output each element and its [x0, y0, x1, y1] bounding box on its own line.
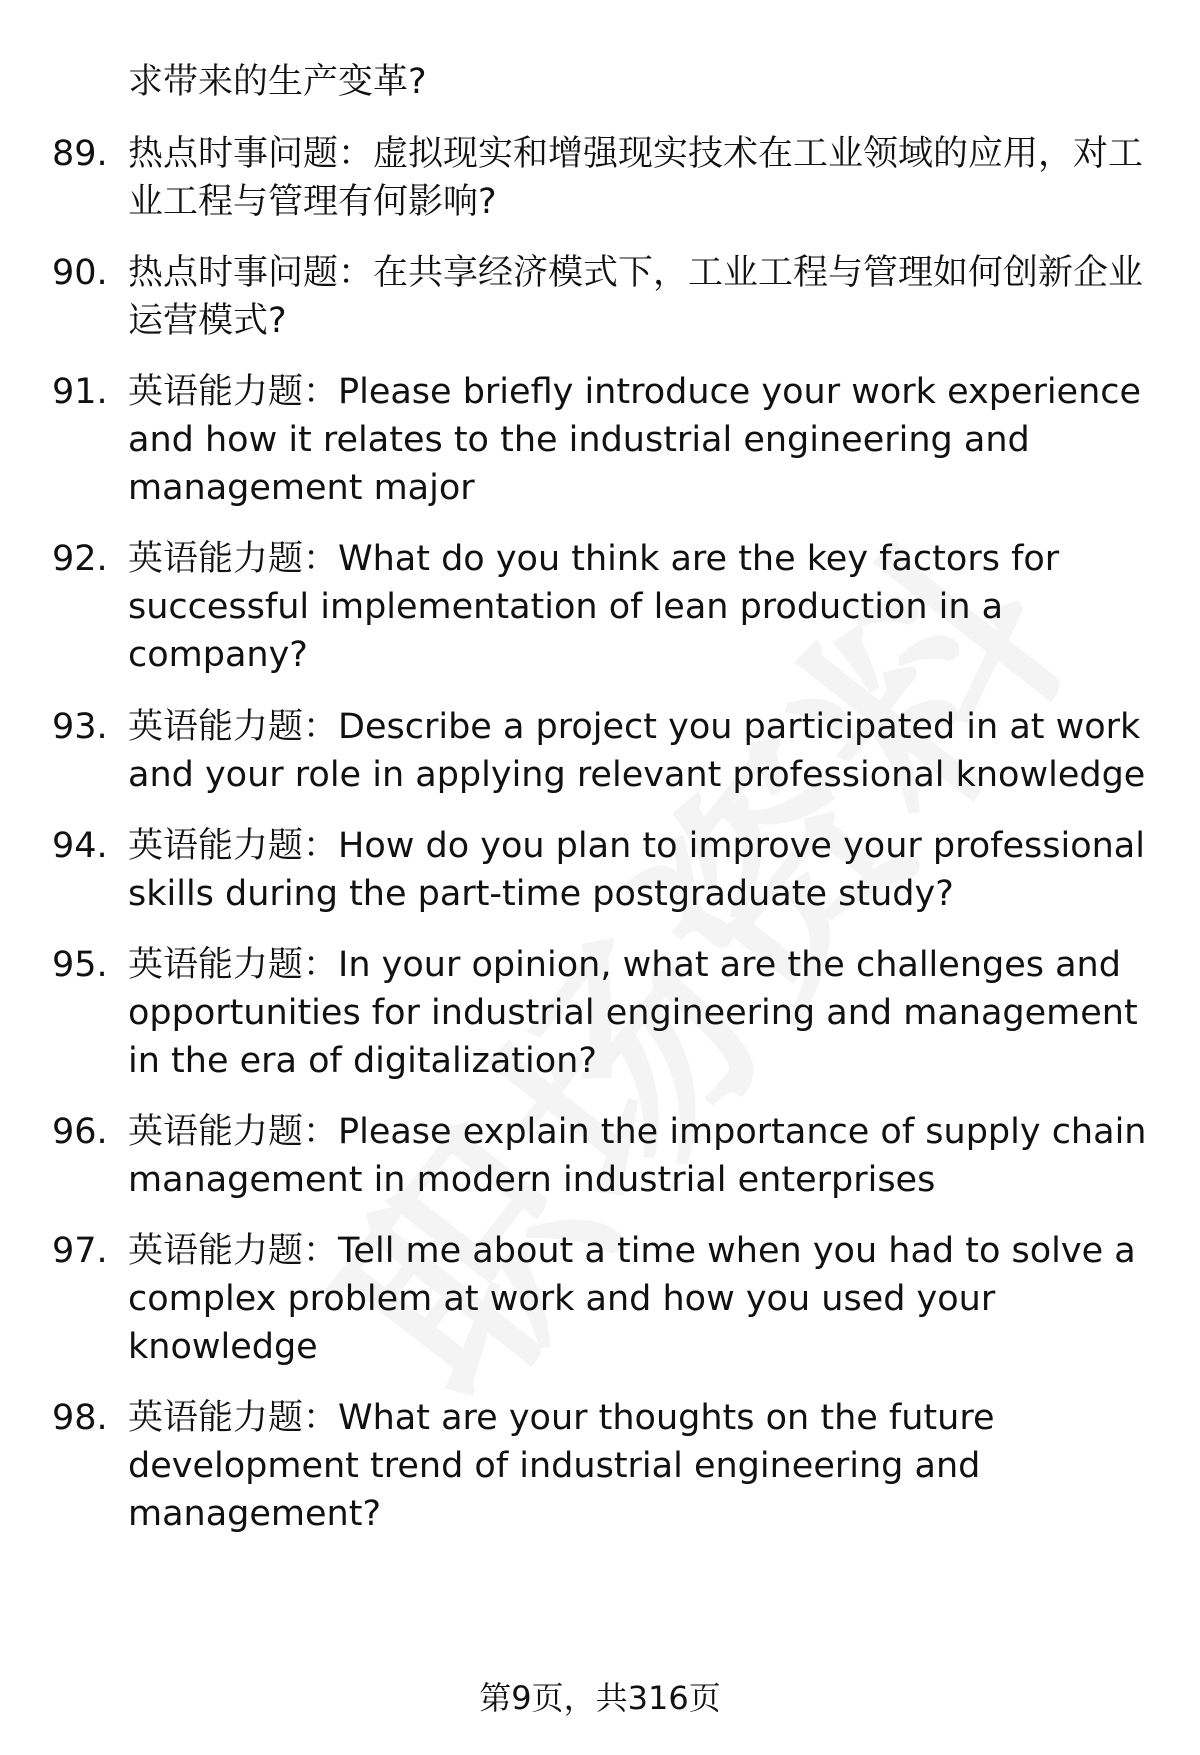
question-number: 98.: [52, 1398, 108, 1438]
question-number: 95.: [52, 945, 108, 985]
question-number: 94.: [52, 826, 108, 866]
question-text: 英语能力题：What are your thoughts on the future development trend of industrial engineering and management?: [128, 1398, 995, 1534]
question-text: 热点时事问题：在共享经济模式下，工业工程与管理如何创新企业运营模式?: [128, 253, 1144, 341]
question-text: 热点时事问题：虚拟现实和增强现实技术在工业领域的应用，对工业工程与管理有何影响?: [128, 134, 1144, 222]
question-text: 英语能力题：What do you think are the key factors for successful implementation of lean production in a company?: [128, 539, 1060, 675]
question-number: 91.: [52, 372, 108, 412]
question-number: 93.: [52, 707, 108, 747]
question-text: 英语能力题：Please briefly introduce your work experience and how it relates to the industrial engineering and management major: [128, 372, 1142, 508]
question-number: 96.: [52, 1112, 108, 1152]
question-number: 92.: [52, 539, 108, 579]
question-number: 90.: [52, 253, 108, 293]
question-number: 97.: [52, 1231, 108, 1271]
question-text: 英语能力题：In your opinion, what are the challenges and opportunities for industrial engineering and management in the era of digitalization?: [128, 945, 1138, 1081]
page-number-footer: 第9页，共316页: [479, 1679, 721, 1717]
question-text: 英语能力题：How do you plan to improve your professional skills during the part-time postgraduate study?: [128, 826, 1145, 914]
question-text: 英语能力题：Tell me about a time when you had to solve a complex problem at work and how you used your knowledge: [128, 1231, 1136, 1367]
question-number: 89.: [52, 134, 108, 174]
question-text: 英语能力题：Please explain the importance of supply chain management in modern industrial enterprises: [128, 1112, 1147, 1200]
question-text: 英语能力题：Describe a project you participated in at work and your role in applying relevant professional knowledge: [128, 707, 1146, 795]
continued-question-text: 求带来的生产变革?: [128, 62, 427, 102]
